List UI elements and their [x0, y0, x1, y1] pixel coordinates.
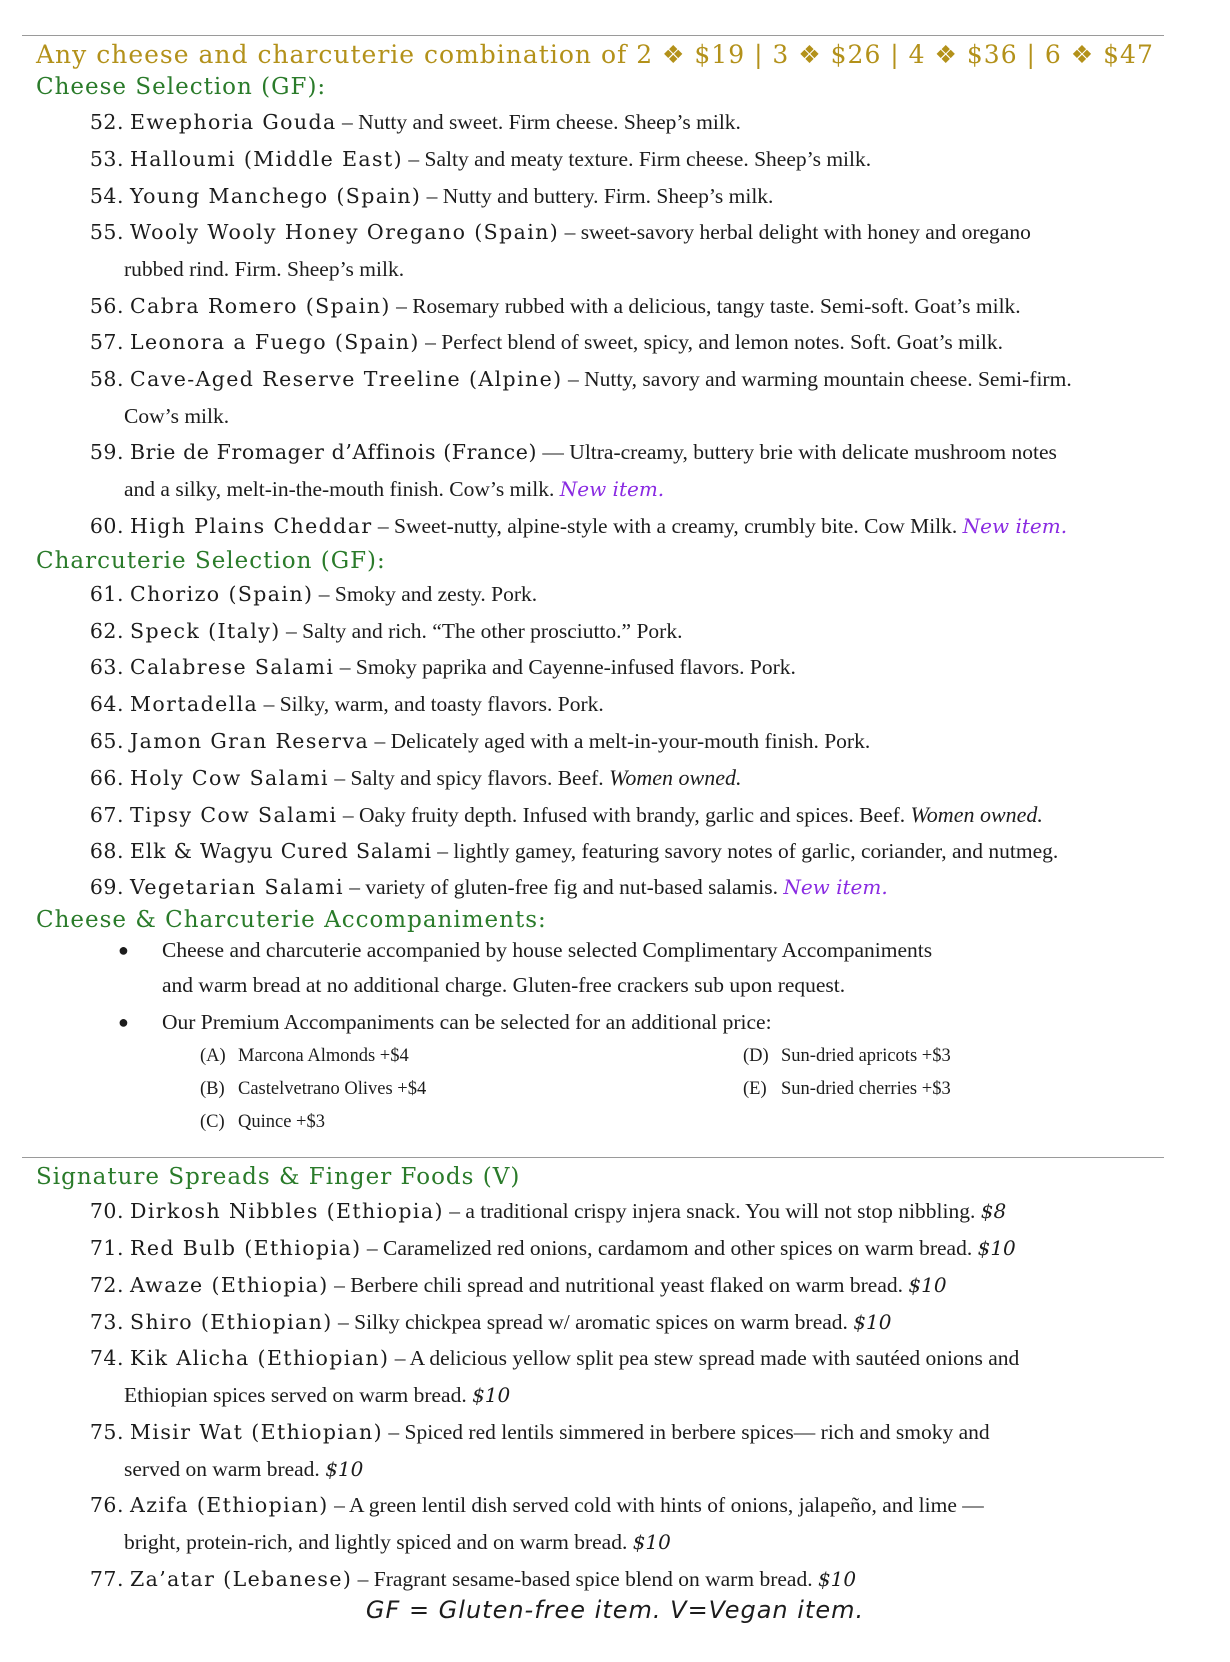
section-divider [22, 1157, 1164, 1158]
menu-item: 62. Speck (Italy) – Salty and rich. “The other prosciutto.” Pork. [89, 619, 683, 643]
footer-legend: GF = Gluten-free item. V=Vegan item. [365, 1596, 865, 1624]
menu-item: 71. Red Bulb (Ethiopia) – Caramelized red onions, cardamom and other spices on warm bread. $10 [89, 1236, 1016, 1260]
bullet-premium: ● Our Premium Accompaniments can be selected for an additional price: [118, 1005, 1118, 1040]
menu-item: 60. High Plains Cheddar – Sweet-nutty, alpine-style with a creamy, crumbly bite. Cow Milk. New item. [89, 514, 1068, 538]
accompaniment-option: (B) Castelvetrano Olives +$4 [200, 1079, 427, 1099]
combo-pricing-line: Any cheese and charcuterie combination of 2 ❖ $19 | 3 ❖ $26 | 4 ❖ $36 | 6 ❖ $47 [36, 40, 1154, 69]
spreads-section-heading: Signature Spreads & Finger Foods (V) [36, 1164, 521, 1190]
menu-item: 64. Mortadella – Silky, warm, and toasty flavors. Pork. [89, 692, 604, 716]
price: $10 [817, 1567, 857, 1591]
menu-item: 70. Dirkosh Nibbles (Ethiopia) – a traditional crispy injera snack. You will not stop nibbling. $8 [89, 1199, 1007, 1223]
accompaniment-option: (C) Quince +$3 [200, 1112, 325, 1132]
bullet-icon: ● [118, 940, 129, 960]
menu-item: 58. Cave-Aged Reserve Treeline (Alpine) – Nutty, savory and warming mountain cheese. Semi-firm. Cow’s milk. [89, 367, 1072, 428]
menu-item: 73. Shiro (Ethiopian) – Silky chickpea spread w/ aromatic spices on warm bread. $10 [89, 1310, 892, 1334]
price: $10 [472, 1383, 511, 1407]
new-item-tag: New item. [559, 477, 665, 501]
menu-item: 65. Jamon Gran Reserva – Delicately aged with a melt-in-your-mouth finish. Pork. [89, 729, 871, 753]
menu-item: 54. Young Manchego (Spain) – Nutty and buttery. Firm. Sheep’s milk. [89, 184, 774, 208]
price: $10 [632, 1530, 671, 1554]
menu-item: 67. Tipsy Cow Salami – Oaky fruity depth. Infused with brandy, garlic and spices. Beef. Women owned. [89, 802, 1043, 827]
menu-item: 53. Halloumi (Middle East) – Salty and meaty texture. Firm cheese. Sheep’s milk. [89, 147, 872, 171]
menu-item: 63. Calabrese Salami – Smoky paprika and Cayenne-infused flavors. Pork. [89, 655, 796, 679]
menu-item: 77. Za’atar (Lebanese) – Fragrant sesame-based spice blend on warm bread. $10 [89, 1567, 857, 1591]
new-item-tag: New item. [783, 875, 888, 899]
cheese-section-heading: Cheese Selection (GF): [36, 74, 327, 100]
accompaniment-option: (D) Sun-dried apricots +$3 [743, 1046, 951, 1066]
accompaniment-option: (A) Marcona Almonds +$4 [200, 1046, 409, 1066]
menu-item: 61. Chorizo (Spain) – Smoky and zesty. Pork. [89, 582, 538, 606]
price: $10 [908, 1273, 947, 1297]
charcuterie-section-heading: Charcuterie Selection (GF): [36, 548, 386, 574]
menu-item: 68. Elk & Wagyu Cured Salami – lightly gamey, featuring savory notes of garlic, coriander, and nutmeg. [89, 839, 1059, 863]
menu-item: 57. Leonora a Fuego (Spain) – Perfect blend of sweet, spicy, and lemon notes. Soft. Goat’s milk. [89, 330, 1003, 354]
new-item-tag: New item. [962, 514, 1068, 538]
accompaniments-section-heading: Cheese & Charcuterie Accompaniments: [36, 907, 547, 933]
menu-item: 72. Awaze (Ethiopia) – Berbere chili spread and nutritional yeast flaked on warm bread. $10 [89, 1273, 947, 1297]
menu-item: 69. Vegetarian Salami – variety of gluten-free fig and nut-based salamis. New item. [89, 875, 888, 899]
top-divider [22, 35, 1164, 36]
women-owned-tag: Women owned. [609, 765, 742, 790]
price: $10 [977, 1236, 1016, 1260]
accompaniment-option: (E) Sun-dried cherries +$3 [743, 1079, 951, 1099]
menu-item: 75. Misir Wat (Ethiopian) – Spiced red lentils simmered in berbere spices— rich and smoky and served on warm bread. $10 [89, 1420, 990, 1481]
menu-item: 59. Brie de Fromager d’Affinois (France) — Ultra-creamy, buttery brie with delicate mushroom notes and a silky, melt-in-the-mouth finish. Cow’s milk. New item. [89, 440, 1057, 501]
menu-item: 74. Kik Alicha (Ethiopian) – A delicious yellow split pea stew spread made with sautéed onions and Ethiopian spices served on warm bread. $10 [89, 1346, 1020, 1407]
price: $8 [980, 1199, 1007, 1223]
bullet-icon: ● [118, 1012, 129, 1032]
menu-item: 52. Ewephoria Gouda – Nutty and sweet. Firm cheese. Sheep’s milk. [89, 110, 741, 134]
menu-item: 56. Cabra Romero (Spain) – Rosemary rubbed with a delicious, tangy taste. Semi-soft. Goat’s milk. [89, 294, 1021, 318]
menu-item: 55. Wooly Wooly Honey Oregano (Spain) – sweet-savory herbal delight with honey and oregano rubbed rind. Firm. Sheep’s milk. [89, 220, 1031, 281]
women-owned-tag: Women owned. [910, 802, 1043, 827]
menu-item: 66. Holy Cow Salami – Salty and spicy flavors. Beef. Women owned. [89, 765, 742, 790]
bullet-complimentary: ● Cheese and charcuterie accompanied by house selected Complimentary Accompaniments and warm bread at no additional charge. Gluten-free crackers sub upon request. [118, 933, 1118, 1003]
price: $10 [853, 1310, 892, 1334]
price: $10 [325, 1457, 364, 1481]
menu-item: 76. Azifa (Ethiopian) – A green lentil dish served cold with hints of onions, jalapeño, and lime — bright, protein-rich, and lightly spiced and on warm bread. $10 [89, 1493, 984, 1554]
